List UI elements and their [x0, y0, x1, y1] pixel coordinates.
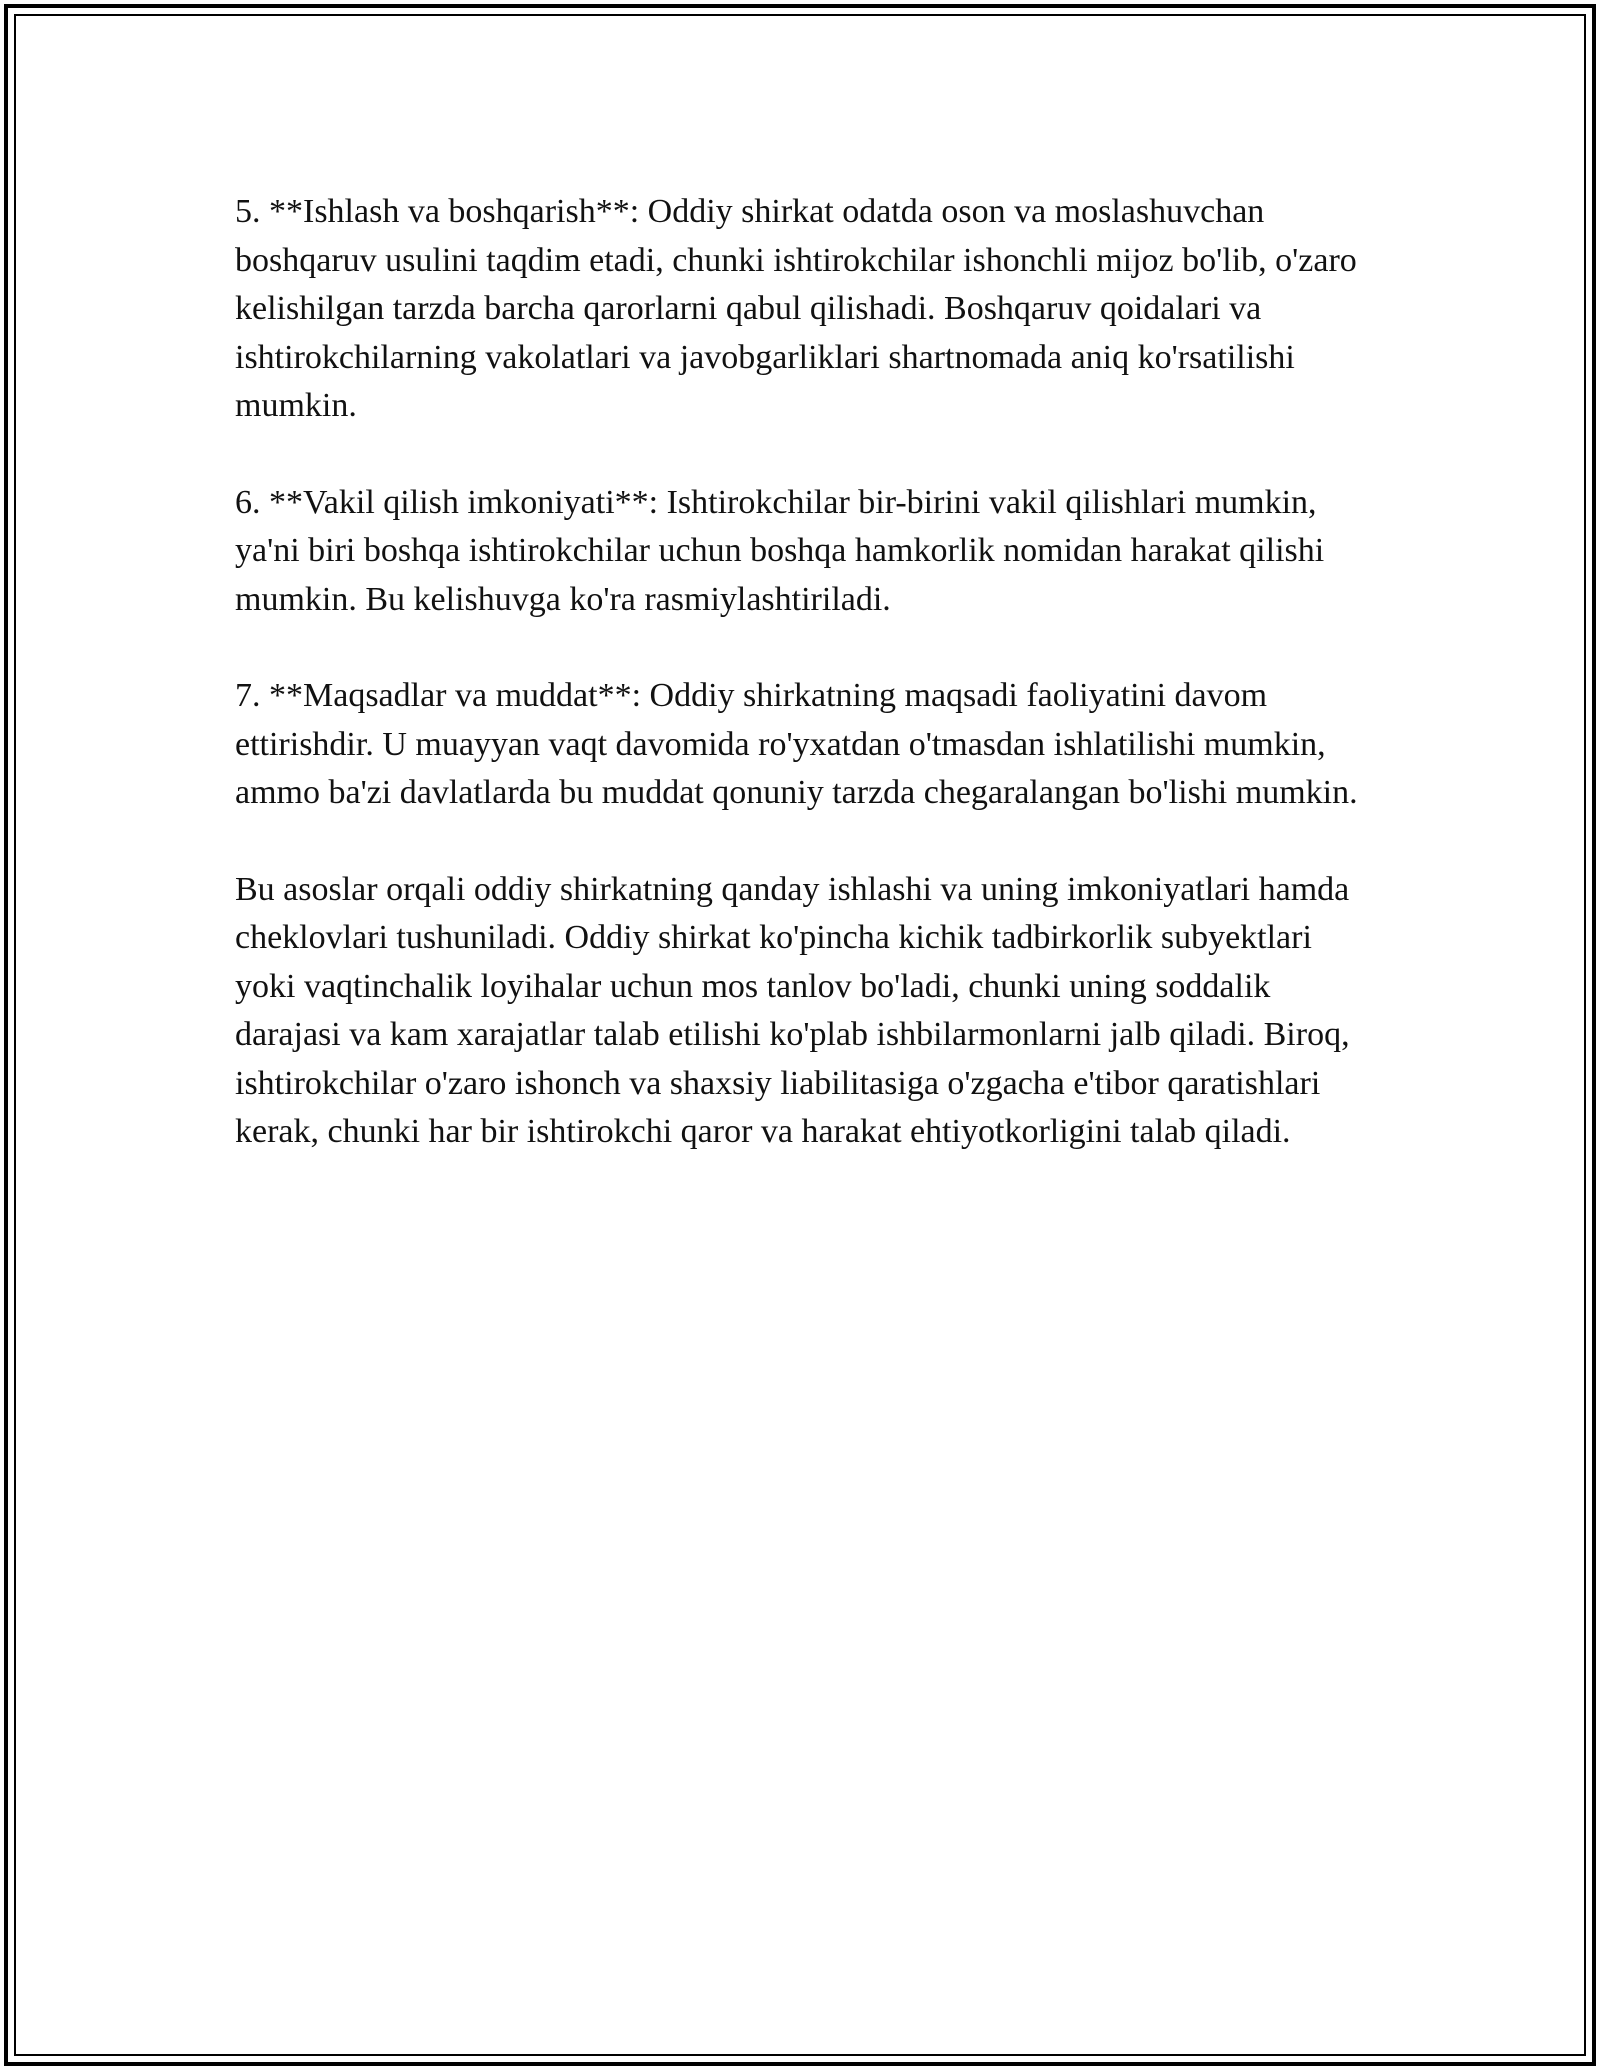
paragraph-item-5-management: 5. **Ishlash va boshqarish**: Oddiy shirkat odatda oson va moslashuvchan boshqaruv usulini taqdim etadi, chunki ishtirokchilar ishonchli mijoz bo'lib, o'zaro kelishilgan tarzda barcha qarorlarni qabul qilishadi. Boshqaruv qoidalari va ishtirokchilarning vakolatlari va javobgarliklari shartnomada aniq ko'rsatilishi mumkin. [235, 193, 1357, 424]
paragraph-item-7-goals-duration: 7. **Maqsadlar va muddat**: Oddiy shirkatning maqsadi faoliyatini davom ettirishdir. U muayyan vaqt davomida ro'yxatdan o'tmasdan ishlatilishi mumkin, ammo ba'zi davlatlarda bu muddat qonuniy tarzda chegaralangan bo'lishi mumkin. [235, 677, 1358, 811]
paragraph-item-6-representation: 6. **Vakil qilish imkoniyati**: Ishtirokchilar bir-birini vakil qilishlari mumkin, ya'ni biri boshqa ishtirokchilar uchun boshqa hamkorlik nomidan harakat qilishi mumkin. Bu kelishuvga ko'ra rasmiylashtiriladi. [235, 483, 1325, 618]
document-body [235, 188, 1365, 1205]
paragraph-conclusion: Bu asoslar orqali oddiy shirkatning qanday ishlashi va uning imkoniyatlari hamda cheklovlari tushuniladi. Oddiy shirkat ko'pincha kichik tadbirkorlik subyektlari yoki vaqtinchalik loyihalar uchun mos tanlov bo'ladi, chunki uning soddalik darajasi va kam xarajatlar talab etilishi ko'plab ishbilarmonlarni jalb qiladi. Biroq, ishtirokchilar o'zaro ishonch va shaxsiy liabilitasiga o'zgacha e'tibor qaratishlari kerak, chunki har bir ishtirokchi qaror va harakat ehtiyotkorligini talab qiladi. [235, 870, 1350, 1150]
